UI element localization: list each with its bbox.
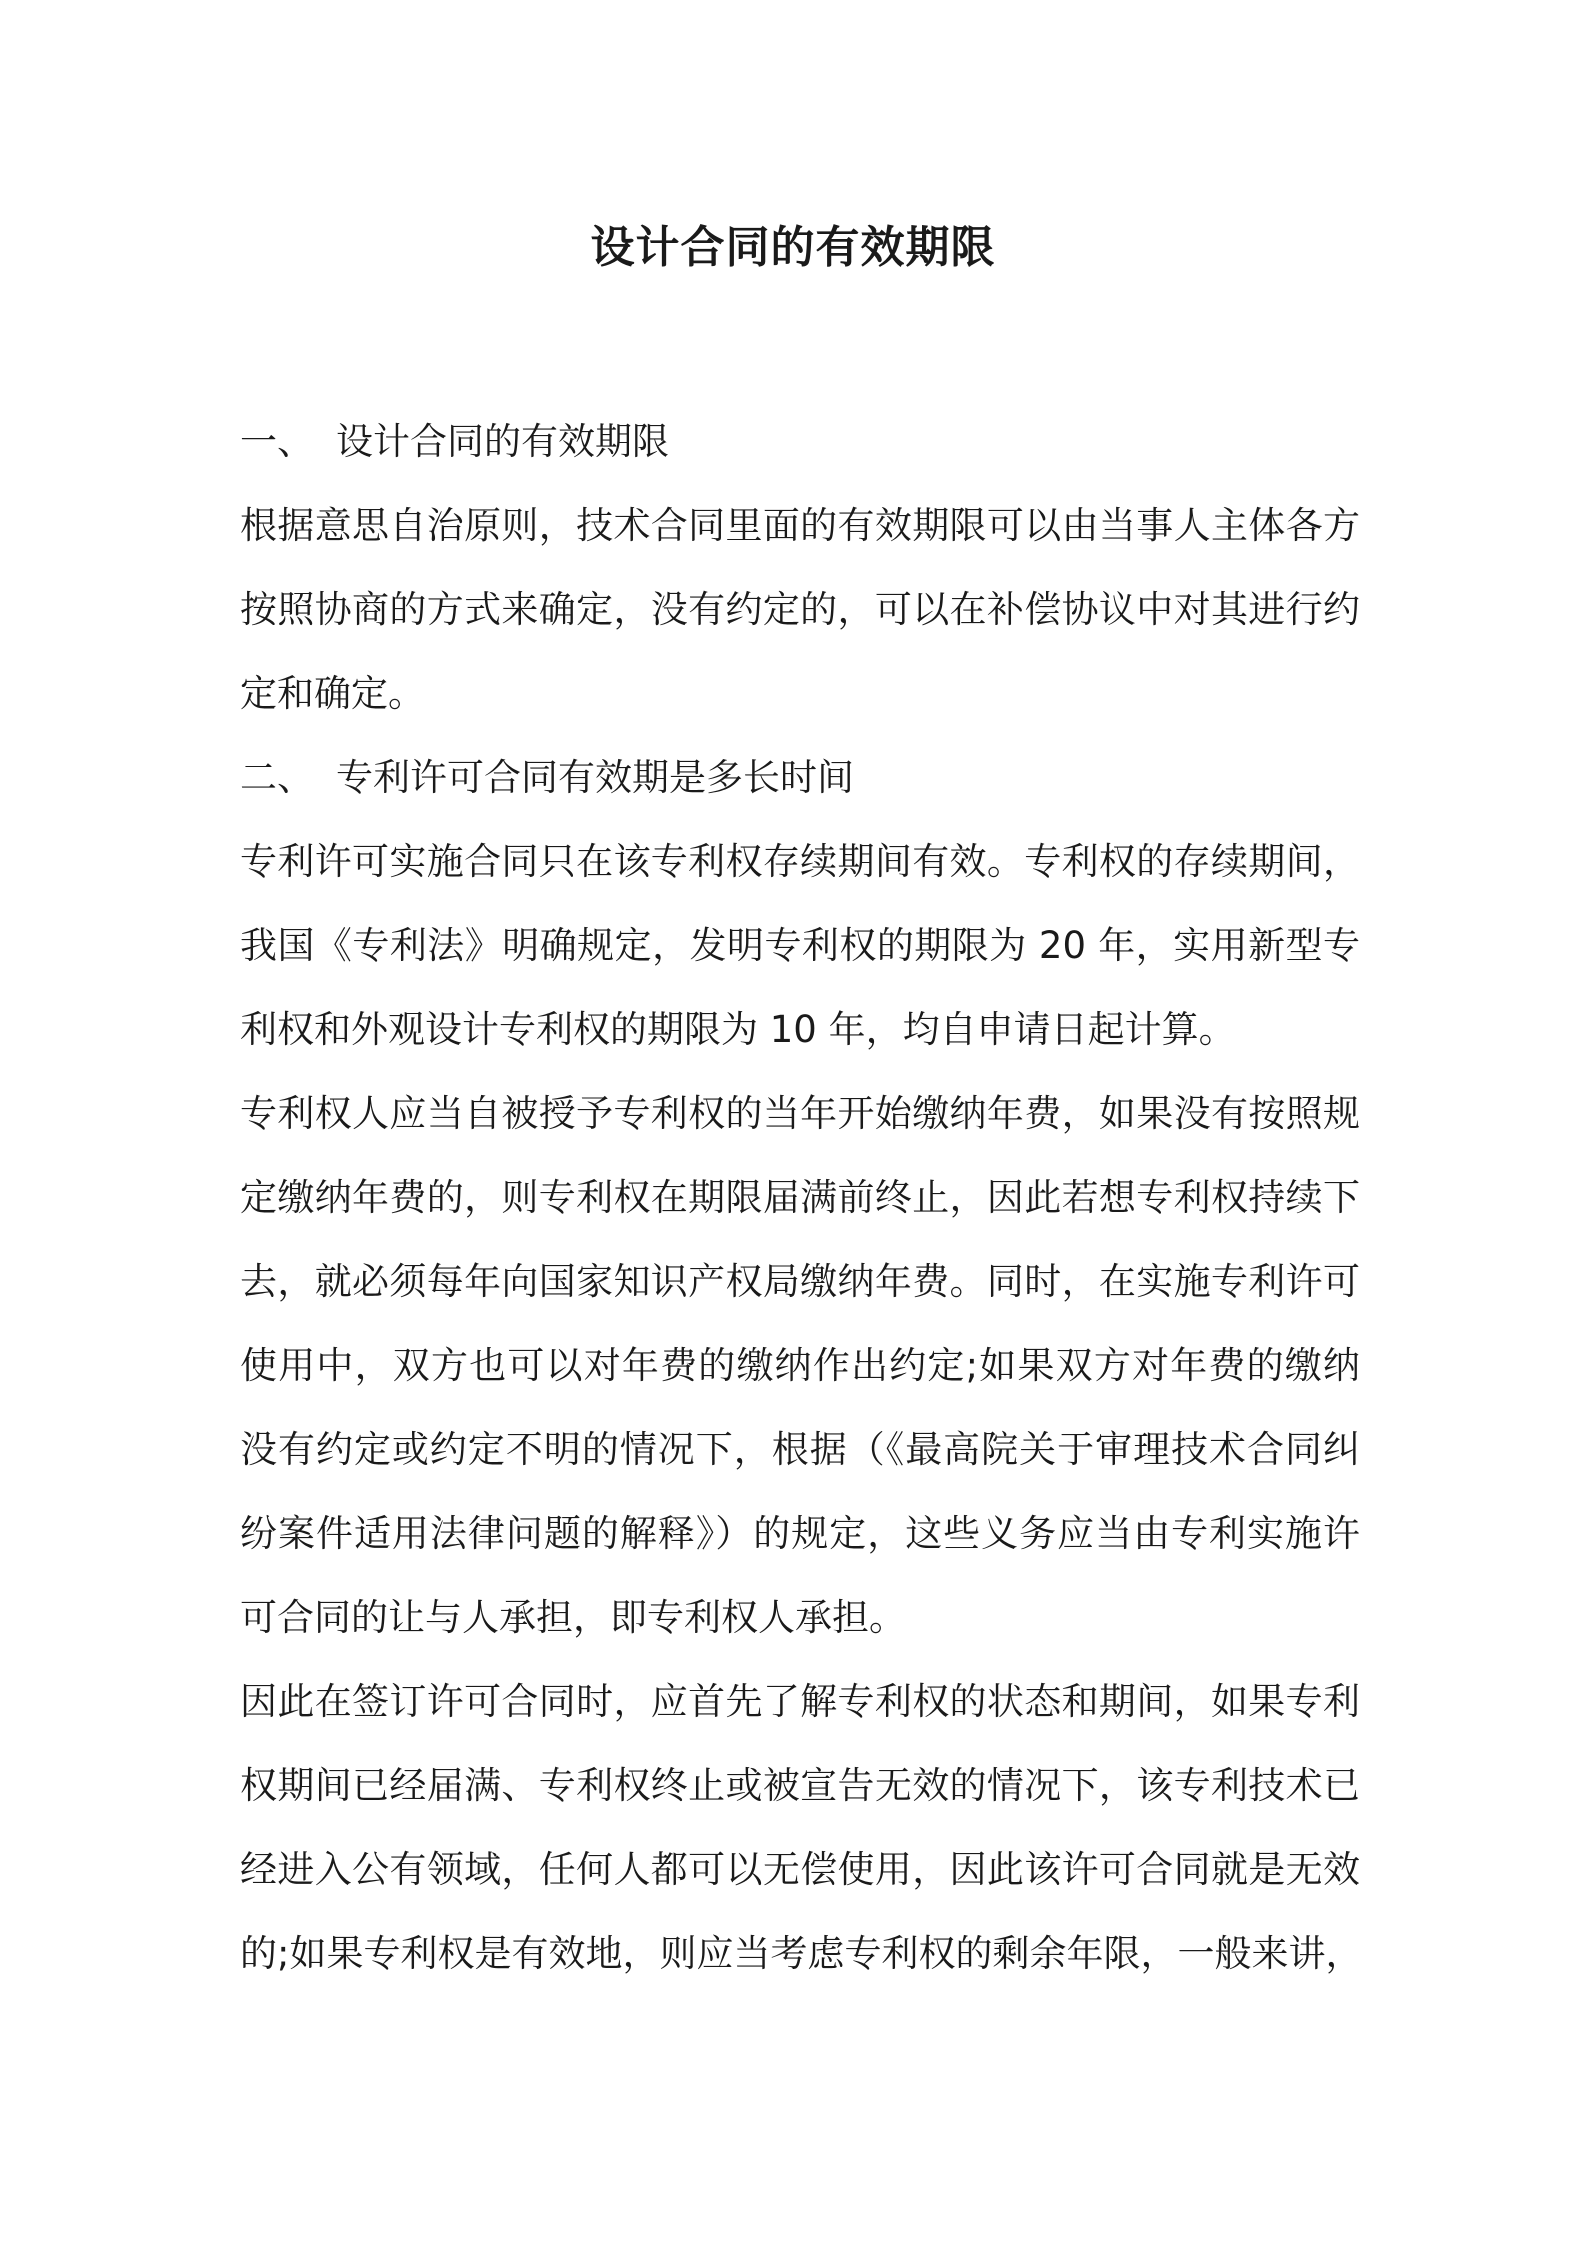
paragraph-line: 的;如果专利权是有效地，则应当考虑专利权的剩余年限，一般来讲， [240, 1932, 1363, 1975]
paragraph-line: 使用中，双方也可以对年费的缴纳作出约定;如果双方对年费的缴纳 [240, 1344, 1360, 1387]
document-body [240, 400, 1363, 1996]
paragraph-line: 定和确定。 [240, 672, 425, 715]
section-number: 一、 [240, 420, 314, 463]
paragraph-line: 纷案件适用法律问题的解释》）的规定，这些义务应当由专利实施许 [240, 1512, 1360, 1555]
page-title: 设计合同的有效期限 [590, 222, 996, 273]
section-number: 二、 [240, 756, 314, 799]
paragraph-line: 根据意思自治原则，技术合同里面的有效期限可以由当事人主体各方 [240, 504, 1360, 547]
paragraph-line: 专利许可实施合同只在该专利权存续期间有效。专利权的存续期间， [240, 840, 1360, 883]
paragraph-line: 可合同的让与人承担，即专利权人承担。 [240, 1596, 906, 1639]
paragraph-line: 定缴纳年费的，则专利权在期限届满前终止，因此若想专利权持续下 [240, 1176, 1360, 1219]
paragraph-line: 利权和外观设计专利权的期限为 10 年，均自申请日起计算。 [240, 1008, 1236, 1051]
paragraph-line: 我国《专利法》明确规定，发明专利权的期限为 20 年，实用新型专 [240, 924, 1360, 967]
paragraph-line: 因此在签订许可合同时，应首先了解专利权的状态和期间，如果专利 [240, 1680, 1360, 1723]
paragraph-line: 按照协商的方式来确定，没有约定的，可以在补偿协议中对其进行约 [240, 588, 1360, 631]
paragraph-line: 没有约定或约定不明的情况下，根据（《最高院关于审理技术合同纠 [240, 1428, 1360, 1471]
paragraph-line: 去，就必须每年向国家知识产权局缴纳年费。同时，在实施专利许可 [240, 1260, 1360, 1303]
section-heading-text: 设计合同的有效期限 [336, 420, 669, 463]
section-heading-1 [240, 400, 1360, 484]
paragraph-line: 专利权人应当自被授予专利权的当年开始缴纳年费，如果没有按照规 [240, 1092, 1360, 1135]
paragraph-line: 经进入公有领域，任何人都可以无偿使用，因此该许可合同就是无效 [240, 1848, 1360, 1891]
section-heading-text: 专利许可合同有效期是多长时间 [336, 756, 854, 799]
paragraph-line: 权期间已经届满、专利权终止或被宣告无效的情况下，该专利技术已 [240, 1764, 1360, 1807]
section-heading-2 [240, 736, 1360, 820]
